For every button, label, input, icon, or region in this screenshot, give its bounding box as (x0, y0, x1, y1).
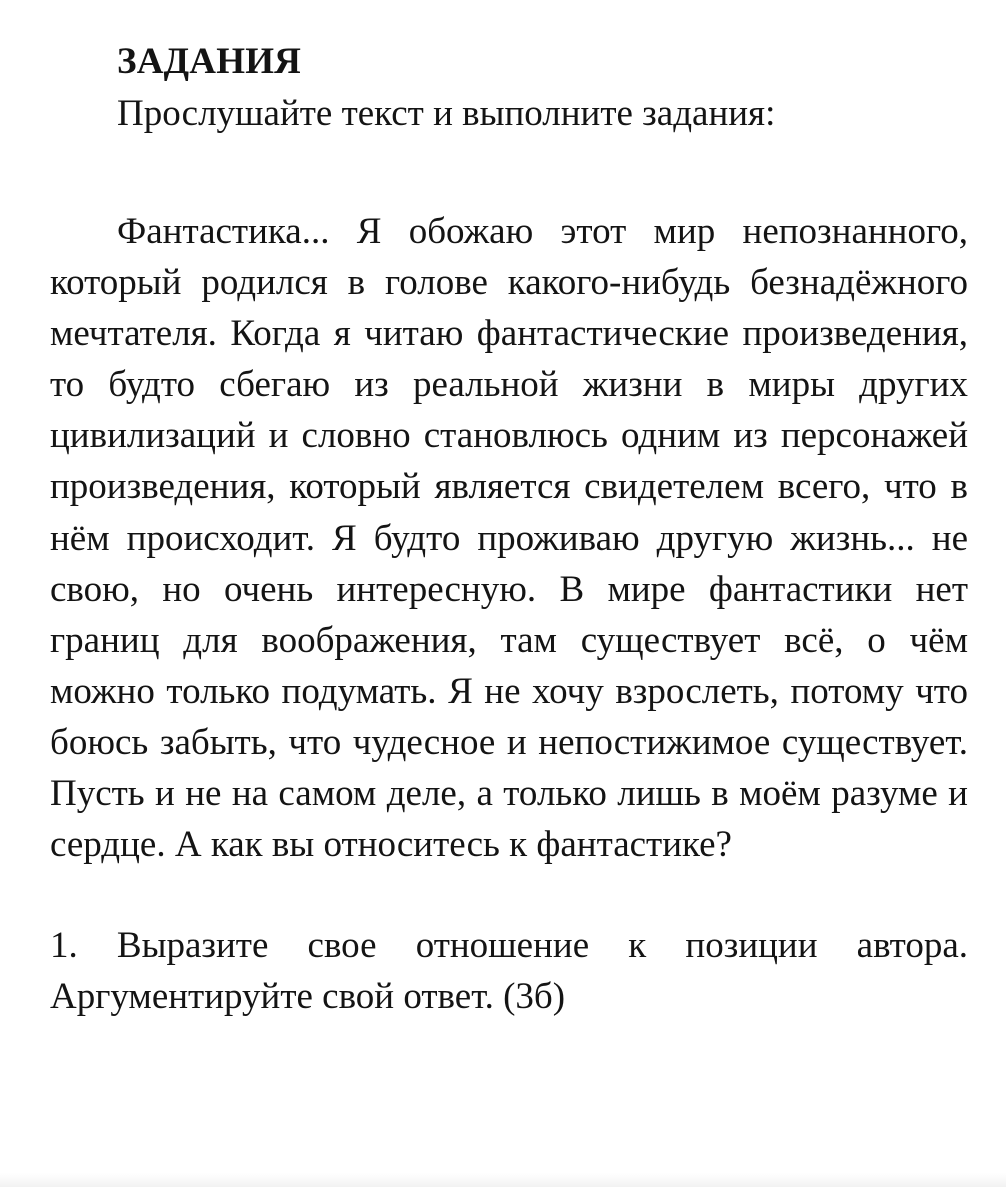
instruction-text: Прослушайте текст и выполните задания: (117, 93, 776, 134)
section-heading: ЗАДАНИЯ (117, 41, 302, 82)
page-bottom-edge (0, 1173, 1006, 1187)
document-page (50, 36, 968, 1022)
task-item: 1. Выразите свое отношение к позиции автора. Аргументируйте свой ответ. (3б) (50, 925, 968, 1018)
listening-passage: Фантастика... Я обожаю этот мир непознанного, который родился в голове какого-нибудь безнадёжного мечтателя. Когда я читаю фантастические произведения, то будто сбегаю из реальной жизни в миры других цивилизаций и словно становлюсь одним из персонажей произведения, который является свидетелем всего, что в нём происходит. Я будто проживаю другую жизнь... не свою, но очень интересную. В мире фантастики нет границ для воображения, там существует всё, о чём можно только подумать. Я не хочу взрослеть, потому что боюсь забыть, что чудесное и непостижимое существует. Пусть и не на самом деле, а только лишь в моём разуме и сердце. А как вы относитесь к фантастике? (50, 211, 968, 866)
